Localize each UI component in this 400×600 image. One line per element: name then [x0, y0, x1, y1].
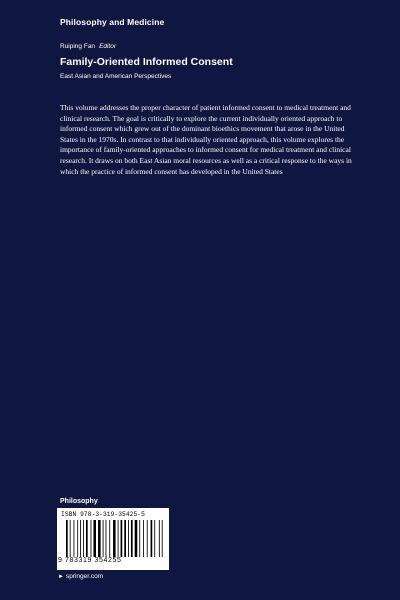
editor-role: Editor	[99, 43, 117, 50]
book-title: Family-Oriented Informed Consent	[60, 56, 233, 68]
barcode-bar	[70, 520, 71, 557]
barcode-bar	[131, 520, 133, 557]
barcode-bar	[103, 520, 104, 557]
barcode-bar	[135, 520, 138, 557]
barcode-bar	[154, 520, 155, 557]
barcode-bars	[66, 520, 164, 557]
barcode-bar	[77, 520, 78, 557]
barcode-bar	[151, 520, 153, 557]
triangle-right-icon: ►	[58, 574, 64, 580]
barcode-digits: 9 783319 354255	[58, 557, 122, 564]
barcode-bar	[113, 520, 116, 557]
barcode-bar	[91, 520, 92, 557]
barcode-bar	[93, 520, 96, 557]
barcode-bar	[124, 520, 126, 557]
barcode-bar	[147, 520, 148, 557]
publisher-url: springer.com	[65, 573, 104, 580]
barcode-bar	[86, 520, 88, 557]
barcode-bar	[128, 520, 129, 557]
barcode-bar	[109, 520, 110, 557]
barcode-bar	[66, 520, 68, 557]
barcode-bar	[106, 520, 107, 557]
barcode-bar	[74, 520, 75, 557]
publisher-link[interactable]	[58, 573, 103, 580]
barcode-bar	[83, 520, 84, 557]
series-title: Philosophy and Medicine	[60, 17, 165, 27]
isbn-text: ISBN 978-3-319-35425-5	[61, 511, 145, 518]
barcode-bar	[80, 520, 81, 557]
book-description: This volume addresses the proper character of patient informed consent to medical treatment and clinical research. The goal is critically to explore the current individually oriented approach to informed consent which grew out of the dominant bioethics movement that arose in the United States in the 1970s. In contrast to that individually oriented approach, this volume explores the importance of family-oriented approaches to informed consent for medical treatment and clinical research. It draws on both East Asian moral resources as well as a critical response to the ways in which the practice of informed consent has developed in the United States	[60, 103, 352, 176]
book-subtitle: East Asian and American Perspectives	[60, 73, 172, 80]
editor-name: Ruiping Fan	[60, 43, 96, 50]
editor-line	[60, 43, 116, 50]
barcode-bar	[98, 520, 101, 557]
subject-label: Philosophy	[60, 498, 98, 505]
isbn-barcode	[57, 508, 169, 570]
barcode-bar	[121, 520, 123, 557]
barcode-bar	[139, 520, 140, 557]
barcode-bar	[118, 520, 119, 557]
barcode-bar	[159, 520, 160, 557]
barcode-bar	[143, 520, 144, 557]
barcode-bar	[162, 520, 163, 557]
